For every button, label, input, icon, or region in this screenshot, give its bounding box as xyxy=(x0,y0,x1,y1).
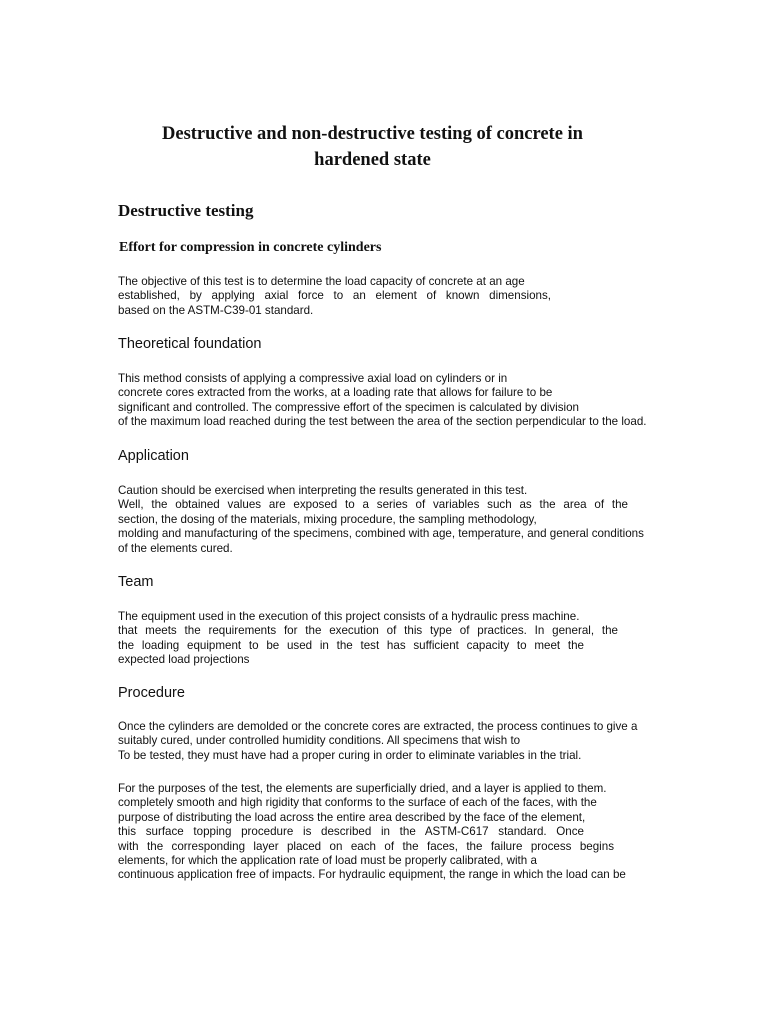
text-line: of the elements cured. xyxy=(118,541,233,555)
title-line: hardened state xyxy=(314,150,431,170)
application-paragraph xyxy=(118,484,644,556)
text-line: For the purposes of the test, the elements are superficially dried, and a layer is applied to them. xyxy=(118,782,607,795)
text-line: of the maximum load reached during the test between the area of the section perpendicular to the load. xyxy=(118,415,647,429)
procedure-paragraph-2 xyxy=(118,782,626,883)
text-line: purpose of distributing the load across the entire area described by the face of the element, xyxy=(118,810,586,824)
text-line: with the corresponding layer placed on each of the faces, the failure process begins xyxy=(118,839,614,853)
intro-paragraph xyxy=(118,275,551,318)
text-line: The equipment used in the execution of this project consists of a hydraulic press machine. xyxy=(118,610,580,623)
section-heading: Destructive testing xyxy=(118,201,254,220)
text-line: based on the ASTM-C39-01 standard. xyxy=(118,303,314,317)
document-title xyxy=(120,121,625,173)
text-line: section, the dosing of the materials, mixing procedure, the sampling methodology, xyxy=(118,512,537,526)
text-line: molding and manufacturing of the specimens, combined with age, temperature, and general conditions xyxy=(118,527,644,541)
text-line: Once the cylinders are demolded or the concrete cores are extracted, the process continues to give a xyxy=(118,720,638,733)
procedure-paragraph-1 xyxy=(118,720,637,763)
text-line: significant and controlled. The compressive effort of the specimen is calculated by division xyxy=(118,400,579,414)
text-line: elements, for which the application rate of load must be properly calibrated, with a xyxy=(118,854,537,868)
text-line: established, by applying axial force to an element of known dimensions, xyxy=(118,289,551,303)
application-heading: Application xyxy=(118,448,189,464)
subsection-heading: Effort for compression in concrete cylinders xyxy=(119,240,382,255)
text-line: This method consists of applying a compressive axial load on cylinders or in xyxy=(118,372,508,385)
text-line: that meets the requirements for the execution of this type of practices. In general, the xyxy=(118,624,618,638)
team-paragraph xyxy=(118,610,618,668)
text-line: To be tested, they must have had a proper curing in order to eliminate variables in the trial. xyxy=(118,748,582,762)
text-line: expected load projections xyxy=(118,653,250,667)
text-line: Well, the obtained values are exposed to a series of variables such as the area of the xyxy=(118,498,628,512)
team-heading: Team xyxy=(118,574,154,590)
text-line: this surface topping procedure is described in the ASTM-C617 standard. Once xyxy=(118,825,584,839)
text-line: Caution should be exercised when interpreting the results generated in this test. xyxy=(118,484,528,497)
text-line: suitably cured, under controlled humidity conditions. All specimens that wish to xyxy=(118,734,521,748)
text-line: The objective of this test is to determine the load capacity of concrete at an age xyxy=(118,275,525,288)
procedure-heading: Procedure xyxy=(118,685,185,701)
text-line: concrete cores extracted from the works, at a loading rate that allows for failure to be xyxy=(118,386,553,400)
theoretical-foundation-heading: Theoretical foundation xyxy=(118,336,262,352)
title-line: Destructive and non-destructive testing of concrete in xyxy=(162,124,583,144)
text-line: continuous application free of impacts. For hydraulic equipment, the range in which the load can be xyxy=(118,868,626,882)
text-line: completely smooth and high rigidity that conforms to the surface of each of the faces, with the xyxy=(118,796,597,810)
text-line: the loading equipment to be used in the test has sufficient capacity to meet the xyxy=(118,638,584,652)
theoretical-foundation-paragraph xyxy=(118,372,647,430)
